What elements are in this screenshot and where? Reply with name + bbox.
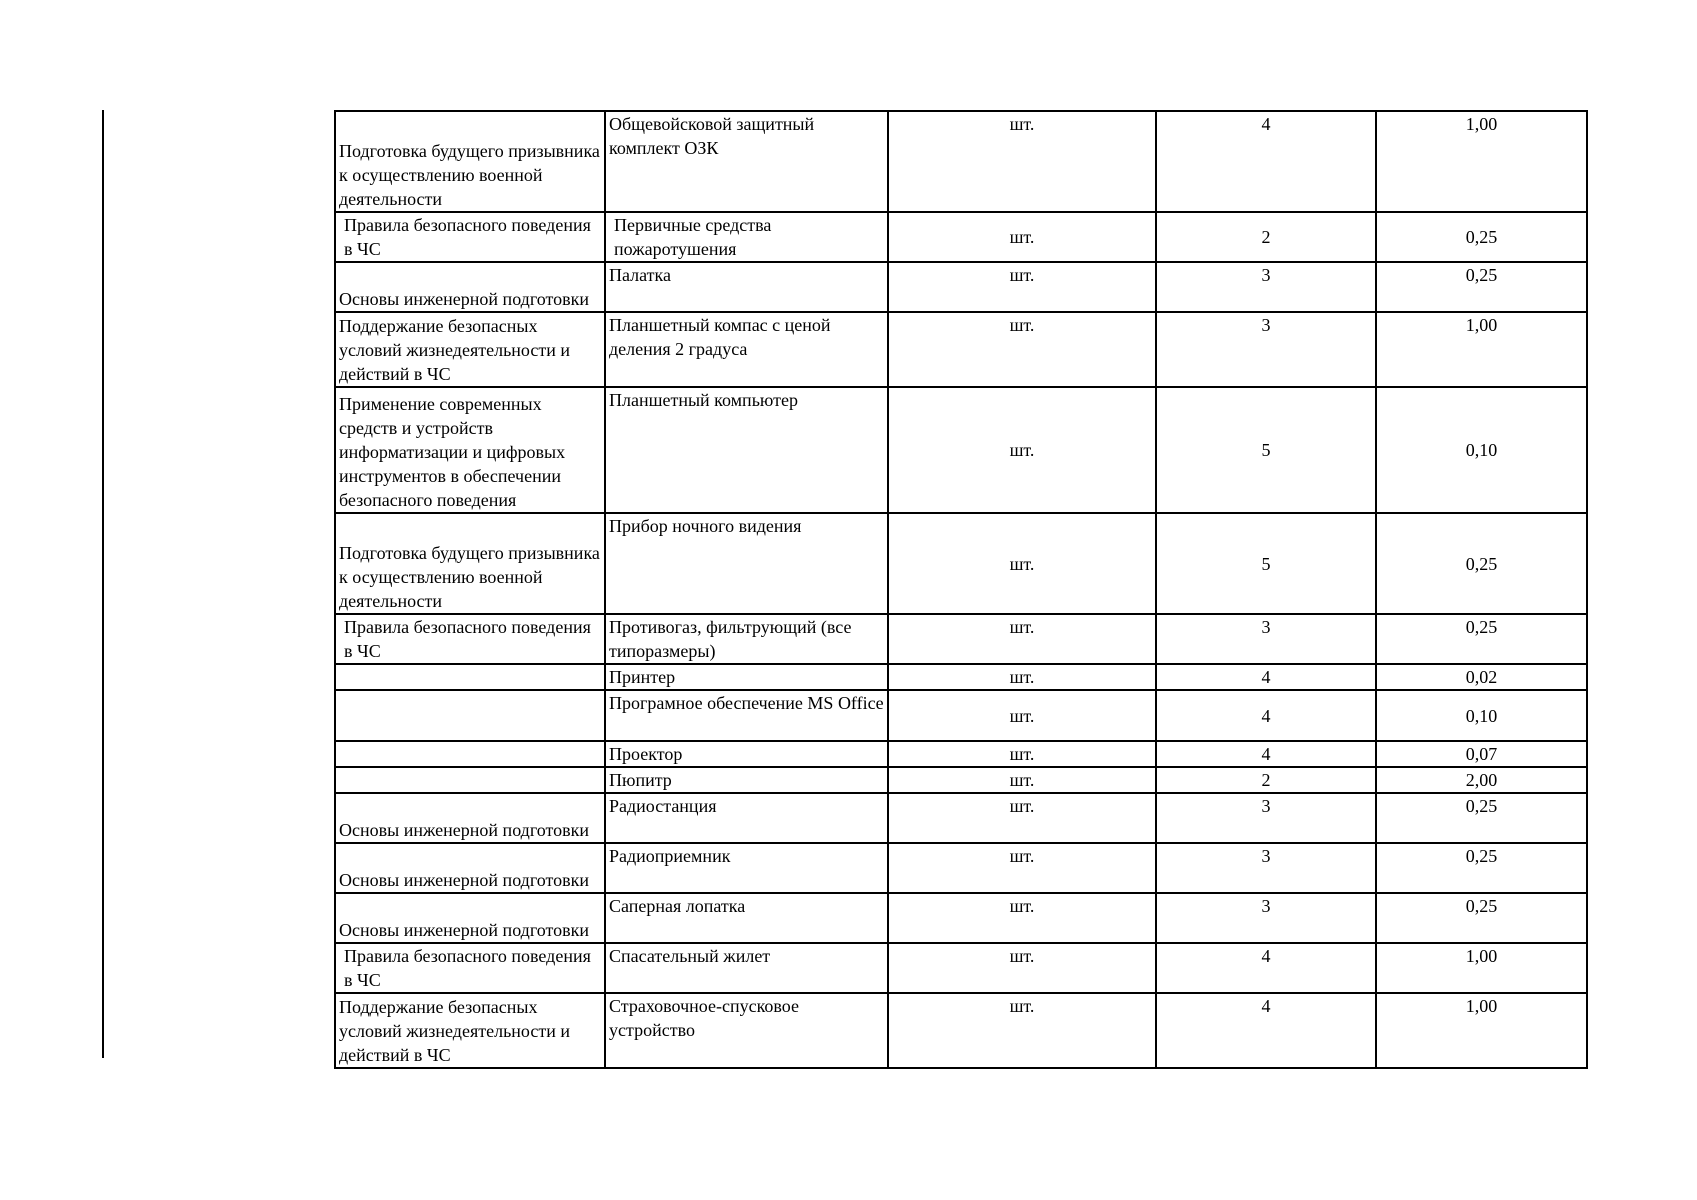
- page-margin-line: [102, 110, 104, 1058]
- topic-cell: Применение современных средств и устройств информатизации и цифровых инструментов в обеспечении безопасного поведения: [335, 387, 605, 513]
- norm-cell: 0,10: [1376, 690, 1587, 741]
- topic-cell: Правила безопасного поведения в ЧС: [335, 212, 605, 262]
- topic-cell: Основы инженерной подготовки: [335, 893, 605, 943]
- item-cell: Планшетный компас с ценой деления 2 градуса: [605, 312, 888, 387]
- norm-cell: 0,02: [1376, 664, 1587, 690]
- item-cell: Пюпитр: [605, 767, 888, 793]
- norm-cell: 1,00: [1376, 993, 1587, 1068]
- table-row: [335, 793, 1587, 843]
- quantity-cell: 3: [1156, 262, 1376, 312]
- unit-cell: шт.: [888, 690, 1156, 741]
- quantity-cell: 4: [1156, 111, 1376, 212]
- norm-cell: 0,10: [1376, 387, 1587, 513]
- topic-cell: Подготовка будущего призывника к осуществлению военной деятельности: [335, 111, 605, 212]
- norm-cell: 0,25: [1376, 893, 1587, 943]
- quantity-cell: 4: [1156, 664, 1376, 690]
- quantity-cell: 4: [1156, 741, 1376, 767]
- quantity-cell: 2: [1156, 767, 1376, 793]
- unit-cell: шт.: [888, 111, 1156, 212]
- item-cell: Проектор: [605, 741, 888, 767]
- quantity-cell: 3: [1156, 793, 1376, 843]
- unit-cell: шт.: [888, 664, 1156, 690]
- item-cell: Програмное обеспечение MS Office: [605, 690, 888, 741]
- unit-cell: шт.: [888, 843, 1156, 893]
- item-cell: Планшетный компьютер: [605, 387, 888, 513]
- unit-cell: шт.: [888, 741, 1156, 767]
- table-row: [335, 262, 1587, 312]
- unit-cell: шт.: [888, 767, 1156, 793]
- item-cell: Противогаз, фильтрующий (все типоразмеры): [605, 614, 888, 664]
- topic-cell: Поддержание безопасных условий жизнедеятельности и действий в ЧС: [335, 993, 605, 1068]
- item-cell: Принтер: [605, 664, 888, 690]
- quantity-cell: 4: [1156, 943, 1376, 993]
- topic-cell: Подготовка будущего призывника к осуществлению военной деятельности: [335, 513, 605, 614]
- norm-cell: 0,25: [1376, 793, 1587, 843]
- norm-cell: 0,25: [1376, 513, 1587, 614]
- quantity-cell: 3: [1156, 843, 1376, 893]
- quantity-cell: 3: [1156, 893, 1376, 943]
- equipment-table: [334, 110, 1588, 1069]
- table-row: [335, 614, 1587, 664]
- item-cell: Радиостанция: [605, 793, 888, 843]
- table-row: [335, 843, 1587, 893]
- norm-cell: 0,25: [1376, 614, 1587, 664]
- unit-cell: шт.: [888, 943, 1156, 993]
- table-row: [335, 993, 1587, 1068]
- topic-cell: [335, 741, 605, 767]
- quantity-cell: 3: [1156, 312, 1376, 387]
- topic-cell: Правила безопасного поведения в ЧС: [335, 943, 605, 993]
- topic-cell: Поддержание безопасных условий жизнедеятельности и действий в ЧС: [335, 312, 605, 387]
- topic-cell: Правила безопасного поведения в ЧС: [335, 614, 605, 664]
- quantity-cell: 5: [1156, 513, 1376, 614]
- table-row: [335, 387, 1587, 513]
- norm-cell: 2,00: [1376, 767, 1587, 793]
- topic-cell: [335, 664, 605, 690]
- topic-cell: Основы инженерной подготовки: [335, 793, 605, 843]
- norm-cell: 1,00: [1376, 312, 1587, 387]
- unit-cell: шт.: [888, 893, 1156, 943]
- table-row: [335, 741, 1587, 767]
- norm-cell: 1,00: [1376, 111, 1587, 212]
- topic-cell: [335, 767, 605, 793]
- unit-cell: шт.: [888, 262, 1156, 312]
- norm-cell: 0,25: [1376, 212, 1587, 262]
- table-row: [335, 893, 1587, 943]
- item-cell: Палатка: [605, 262, 888, 312]
- item-cell: Общевойсковой защитный комплект ОЗК: [605, 111, 888, 212]
- table-row: [335, 690, 1587, 741]
- unit-cell: шт.: [888, 993, 1156, 1068]
- item-cell: Прибор ночного видения: [605, 513, 888, 614]
- quantity-cell: 5: [1156, 387, 1376, 513]
- unit-cell: шт.: [888, 387, 1156, 513]
- quantity-cell: 2: [1156, 212, 1376, 262]
- item-cell: Первичные средства пожаротушения: [605, 212, 888, 262]
- norm-cell: 0,25: [1376, 262, 1587, 312]
- topic-cell: Основы инженерной подготовки: [335, 262, 605, 312]
- norm-cell: 0,25: [1376, 843, 1587, 893]
- unit-cell: шт.: [888, 513, 1156, 614]
- quantity-cell: 4: [1156, 993, 1376, 1068]
- item-cell: Спасательный жилет: [605, 943, 888, 993]
- table-row: [335, 943, 1587, 993]
- table-row: [335, 212, 1587, 262]
- unit-cell: шт.: [888, 312, 1156, 387]
- norm-cell: 1,00: [1376, 943, 1587, 993]
- unit-cell: шт.: [888, 212, 1156, 262]
- item-cell: Саперная лопатка: [605, 893, 888, 943]
- topic-cell: Основы инженерной подготовки: [335, 843, 605, 893]
- table-row: [335, 312, 1587, 387]
- quantity-cell: 4: [1156, 690, 1376, 741]
- unit-cell: шт.: [888, 614, 1156, 664]
- norm-cell: 0,07: [1376, 741, 1587, 767]
- table-row: [335, 664, 1587, 690]
- table-row: [335, 513, 1587, 614]
- table-row: [335, 767, 1587, 793]
- item-cell: Радиоприемник: [605, 843, 888, 893]
- topic-cell: [335, 690, 605, 741]
- item-cell: Страховочное-спусковое устройство: [605, 993, 888, 1068]
- unit-cell: шт.: [888, 793, 1156, 843]
- table-row: [335, 111, 1587, 212]
- quantity-cell: 3: [1156, 614, 1376, 664]
